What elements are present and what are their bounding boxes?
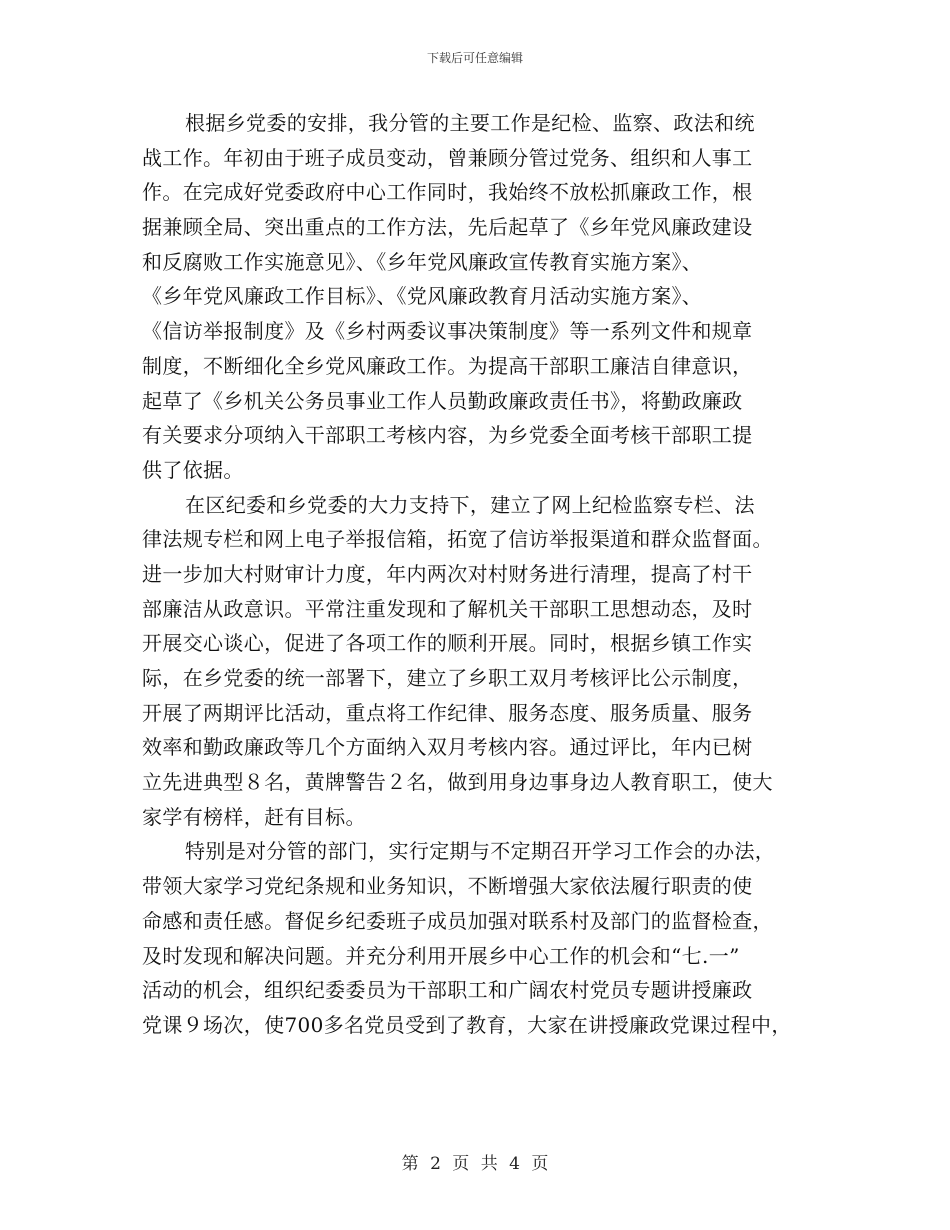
document-body: [142, 106, 832, 1043]
text-line: 家学有榜样，赶有目标。: [142, 804, 366, 829]
text-line: 活动的机会，组织纪委委员为干部职工和广阔农村党员专题讲授廉政: [142, 978, 753, 1003]
text-line: 在区纪委和乡党委的大力支持下，建立了网上纪检监察专栏、法: [185, 492, 755, 517]
text-line: 据兼顾全局、突出重点的工作方法，先后起草了《乡年党风廉政建设: [142, 215, 753, 240]
text-line: 际，在乡党委的统一部署下，建立了乡职工双月考核评比公示制度，: [142, 666, 753, 690]
text-line: 部廉洁从政意识。平常注重发现和了解机关干部职工思想动态，及时: [142, 596, 753, 621]
paragraph-2: [142, 488, 832, 835]
text-line: 效率和勤政廉政等几个方面纳入双月考核内容。通过评比，年内已树: [142, 735, 753, 760]
text-line: 起草了《乡机关公务员事业工作人员勤政廉政责任书》，将勤政廉政: [142, 388, 743, 413]
paragraph-1: [142, 106, 832, 488]
text-line: 制度，不断细化全乡党风廉政工作。为提高干部职工廉洁自律意识，: [142, 353, 753, 378]
text-line: 带领大家学习党纪条规和业务知识，不断增强大家依法履行职责的使: [142, 874, 753, 899]
text-line: 特别是对分管的部门，实行定期与不定期召开学习工作会的办法，: [185, 839, 776, 864]
text-line: 命感和责任感。督促乡纪委班子成员加强对联系村及部门的监督检查，: [142, 908, 773, 933]
text-line: 开展了两期评比活动，重点将工作纪律、服务态度、服务质量、服务: [142, 700, 753, 725]
text-line: 律法规专栏和网上电子举报信箱，拓宽了信访举报渠道和群众监督面。: [142, 527, 773, 552]
text-line: 立先进典型８名，黄牌警告２名，做到用身边事身边人教育职工，使大: [142, 770, 773, 795]
text-line: 及时发现和解决问题。并充分利用开展乡中心工作的机会和“七.一”: [142, 943, 740, 968]
text-line: 有关要求分项纳入干部职工考核内容，为乡党委全面考核干部职工提: [142, 423, 753, 448]
text-line: 进一步加大村财审计力度，年内两次对村财务进行清理，提高了村干: [142, 561, 753, 586]
text-line: 开展交心谈心，促进了各项工作的顺利开展。同时，根据乡镇工作实: [142, 631, 753, 656]
page-header: 下载后可任意编辑: [426, 51, 523, 65]
text-line: 《信访举报制度》及《乡村两委议事决策制度》等一系列文件和规章: [142, 319, 753, 344]
text-line: 《乡年党风廉政工作目标》、《党风廉政教育月活动实施方案》、: [142, 284, 703, 309]
text-line: 根据乡党委的安排，我分管的主要工作是纪检、监察、政法和统: [185, 111, 755, 135]
text-line: 作。在完成好党委政府中心工作同时，我始终不放松抓廉政工作，根: [142, 180, 753, 205]
page-number-footer: 第 2 页 共 4 页: [401, 1154, 549, 1174]
text-line: 供了依据。: [142, 457, 244, 482]
text-line: 党课９场次，使700多名党员受到了教育，大家在讲授廉政党课过程中，: [142, 1012, 792, 1037]
text-line: 和反腐败工作实施意见》、《乡年党风廉政宣传教育实施方案》、: [142, 249, 703, 274]
text-line: 战工作。年初由于班子成员变动，曾兼顾分管过党务、组织和人事工: [142, 145, 753, 170]
paragraph-3: [142, 834, 832, 1042]
